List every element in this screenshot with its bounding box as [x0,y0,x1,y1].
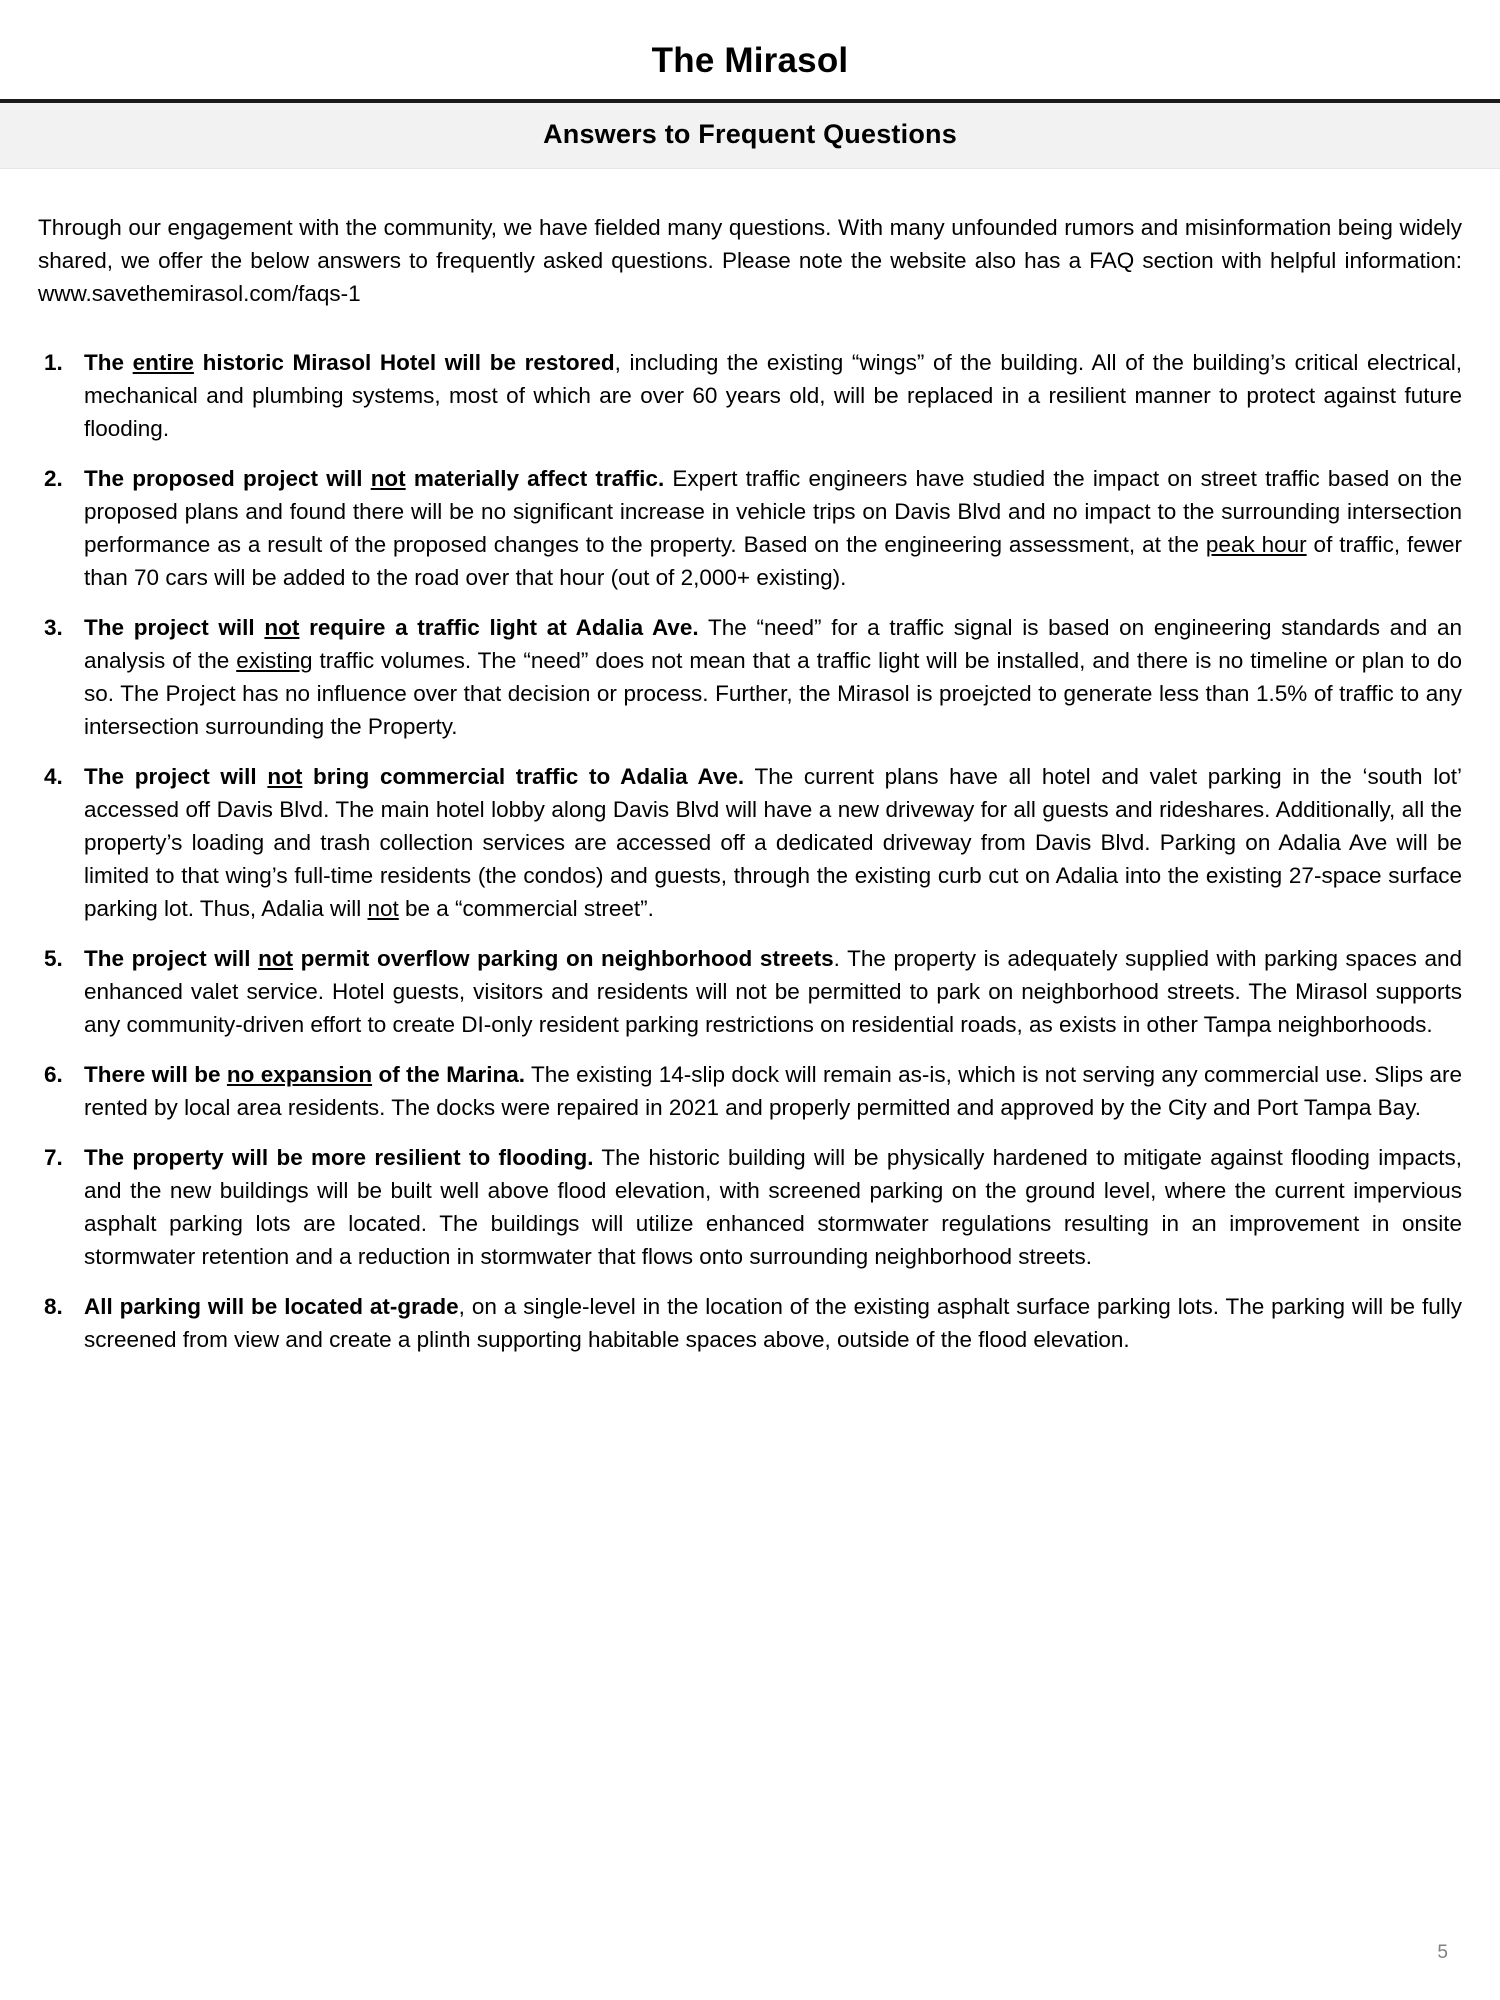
intro-paragraph [38,211,1462,310]
faq-lead-underline: not [370,465,406,491]
faq-lead-underline: not [267,763,303,789]
document-subtitle: Answers to Frequent Questions [543,118,957,149]
intro-line-3: Please note the website also has a FAQ section with helpful information: www.savethemirasol.com/faqs-1 [38,247,1463,306]
faq-item-1 [38,346,1462,445]
intro-line-2: rumors and misinformation being widely shared, we offer the below answers to frequently asked questions. [38,214,1462,273]
faq-lead-pre: The project will [84,945,259,971]
faq-body-text-b: be a “commercial street”. [398,895,654,921]
faq-body [84,611,1462,743]
faq-lead-pre: There will be [84,1061,227,1087]
faq-number: 3. [44,614,63,640]
faq-body [84,942,1462,1041]
faq-body-text-b: of traffic, fewer than 70 cars will be added to the road over that hour (out of 2,000+ existing). [84,531,1462,590]
faq-lead-pre: The project will [84,614,265,640]
faq-body [84,1290,1462,1356]
faq-body-text-a: Expert traffic engineers have studied the impact on street traffic based on the proposed plans and found there will be no significant increase in vehicle trips on Davis Blvd and no impact to the surrounding intersection performance as a result of the proposed changes to the property. Based on the engineering assessment, at the [84,465,1462,557]
faq-lead-pre: The [84,349,133,375]
faq-lead-post: of the Marina. [372,1061,525,1087]
faq-number: 7. [44,1144,63,1170]
faq-list [38,346,1462,1356]
faq-number: 2. [44,465,63,491]
faq-body-text: . The property is adequately supplied with parking spaces and enhanced valet service. Hotel guests, visitors and residents will not be permitted to park on neighborhood streets. The Mirasol supports any community-driven effort to create DI-only resident parking restrictions on residential roads, as exists in other Tampa neighborhoods. [84,945,1462,1037]
faq-number: 5. [44,945,63,971]
faq-lead-post: materially affect traffic. [405,465,665,491]
faq-body [84,1141,1462,1273]
faq-body-text: The existing 14-slip dock will remain as-is, which is not serving any commercial use. Slips are rented by local area residents. The docks were repaired in 2021 and properly permitted and approved by the City and Port Tampa Bay. [84,1061,1462,1120]
faq-lead-underline: not [264,614,300,640]
faq-lead-underline: not [258,945,294,971]
faq-item-4 [38,760,1462,925]
faq-body-text: The historic building will be physically hardened to mitigate against flooding impacts, and the new buildings will be built well above flood elevation, with screened parking on the ground level, where the current impervious asphalt parking lots are located. The buildings will utilize enhanced stormwater regulations resulting in an improvement in onsite stormwater retention and a reduction in stormwater that flows onto surrounding neighborhood streets. [84,1144,1463,1269]
faq-body-underline: not [367,895,399,921]
document-title: The Mirasol [651,41,849,80]
faq-body-text-a: The “need” for a traffic signal is based on engineering standards and an analysis of the [84,614,1462,673]
faq-body-text: , on a single-level in the location of the existing asphalt surface parking lots. The parking will be fully screened from view and create a plinth supporting habitable spaces above, outside of the flood elevation. [84,1293,1462,1352]
faq-body [84,346,1462,445]
faq-item-3 [38,611,1462,743]
page-number: 5 [1437,1942,1448,1963]
faq-item-5 [38,942,1462,1041]
faq-lead-pre: The proposed project will [84,465,371,491]
faq-number: 4. [44,763,63,789]
intro-line-1: Through our engagement with the community, we have fielded many questions. With many unfounded [38,214,1058,240]
faq-body [84,760,1462,925]
faq-number: 8. [44,1293,63,1319]
subtitle-band [0,103,1500,169]
faq-item-7 [38,1141,1462,1273]
faq-lead-post: permit overflow parking on neighborhood streets [293,945,834,971]
faq-body-underline: existing [236,647,313,673]
faq-body-underline: peak hour [1205,531,1307,557]
faq-number: 1. [44,349,63,375]
faq-lead-pre: All parking will be located at-grade [84,1293,459,1319]
faq-number: 6. [44,1061,63,1087]
faq-lead-underline: no expansion [226,1061,373,1087]
faq-lead-post: historic Mirasol Hotel will be restored [193,349,615,375]
faq-lead-post: bring commercial traffic to Adalia Ave. [302,763,745,789]
document-body [0,169,1500,2000]
faq-body-text-b: traffic volumes. The “need” does not mean that a traffic light will be installed, and there is no timeline or plan to do so. The Project has no influence over that decision or process. Further, the Mirasol is proejcted to generate less than 1.5% of traffic to any intersection surrounding the Property. [84,647,1462,739]
faq-lead-post: require a traffic light at Adalia Ave. [299,614,699,640]
faq-item-6 [38,1058,1462,1124]
faq-item-2 [38,462,1462,594]
page-footer [0,1942,1500,1964]
faq-item-8 [38,1290,1462,1356]
faq-lead-underline: entire [132,349,194,375]
faq-lead-pre: The property will be more resilient to flooding. [84,1144,594,1170]
faq-lead-pre: The project will [84,763,268,789]
faq-body [84,1058,1462,1124]
faq-body-text: , including the existing “wings” of the building. All of the building’s critical electrical, mechanical and plumbing systems, most of which are over 60 years old, will be replaced in a resilient manner to protect against future flooding. [84,349,1463,441]
faq-body [84,462,1462,594]
faq-body-text-a: The current plans have all hotel and valet parking in the ‘south lot’ accessed off Davis Blvd. The main hotel lobby along Davis Blvd will have a new driveway for all guests and rideshares. Additionally, all the property’s loading and trash collection services are accessed off a dedicated driveway from Davis Blvd. Parking on Adalia Ave will be limited to that wing’s full-time residents (the condos) and guests, through the existing curb cut on Adalia into the existing 27-space surface parking lot. Thus, Adalia will [84,763,1462,921]
